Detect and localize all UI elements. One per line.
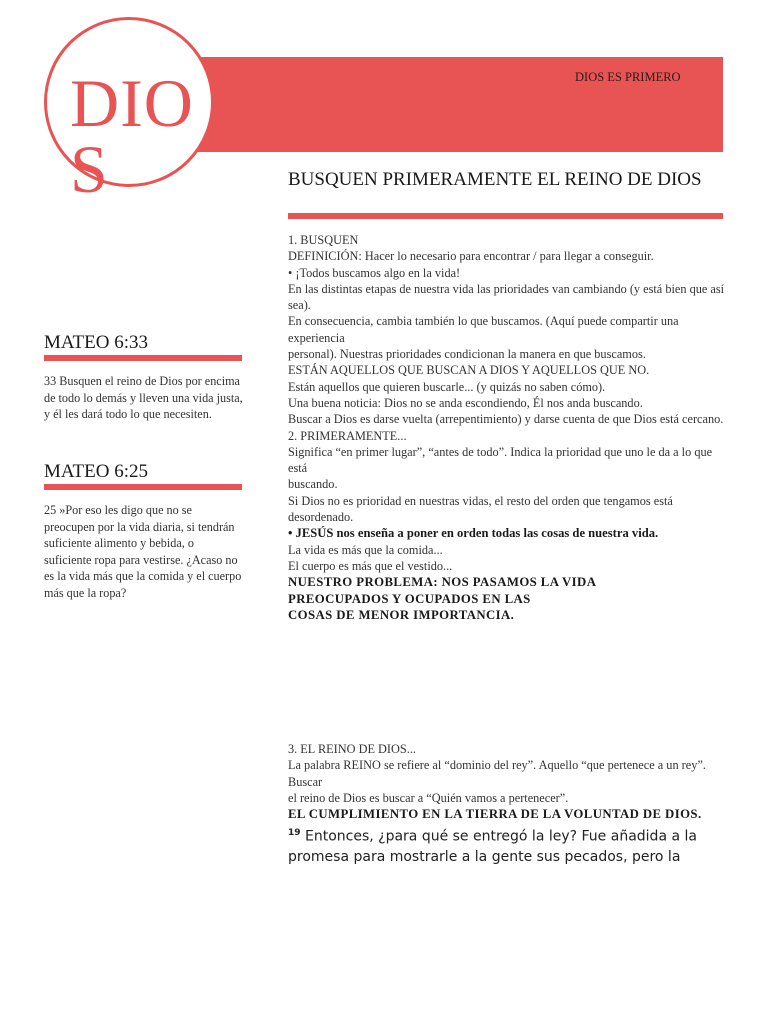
body-line: En consecuencia, cambia también lo que buscamos. (Aquí puede compartir una experiencia	[288, 314, 679, 345]
body-line: En las distintas etapas de nuestra vida las prioridades van cambiando (y está bien que así sea).	[288, 281, 725, 313]
body-line: Están aquellos que quieren buscarle... (y quizás no saben cómo).	[288, 379, 606, 394]
body-line: • ¡Todos buscamos algo en la vida!	[288, 265, 461, 280]
sidebar-heading-mateo-6-25: MATEO 6:25	[44, 461, 148, 482]
body-line: Significa “en primer lugar”, “antes de todo”. Indica la prioridad que uno le da a lo que está	[288, 444, 713, 476]
body-line: Una buena noticia: Dios no se anda escondiendo, Él nos anda buscando.	[288, 395, 643, 410]
body-bold-line: • JESÚS nos enseña a poner en orden todas las cosas de nuestra vida.	[288, 526, 659, 541]
body-line: buscando.	[288, 477, 338, 492]
body-section-3	[288, 741, 728, 868]
verse-text: Entonces, ¿para qué se entregó la ley? Fue añadida a la promesa para mostrarle a la gente sus pecados, pero la	[288, 828, 697, 866]
body-bold-caps: EL CUMPLIMIENTO EN LA TIERRA DE LA VOLUNTAD DE DIOS.	[288, 807, 702, 822]
body-line: La vida es más que la comida...	[288, 542, 443, 557]
body-line: el reino de Dios es buscar a “Quién vamos a pertenecer”.	[288, 790, 569, 805]
body-line: El cuerpo es más que el vestido...	[288, 558, 453, 573]
body-line: personal). Nuestras prioridades condicionan la manera en que buscamos.	[288, 347, 646, 362]
sidebar-rule	[44, 355, 242, 361]
sidebar-rule	[44, 484, 242, 490]
body-line: 3. EL REINO DE DIOS...	[288, 742, 416, 756]
body-line: Si Dios no es prioridad en nuestras vidas, el resto del orden que tengamos está desordenado.	[288, 493, 673, 525]
body-line: 1. BUSQUEN	[288, 233, 359, 247]
body-bold-caps: PREOCUPADOS Y OCUPADOS EN LAS	[288, 591, 531, 606]
body-line: ESTÁN AQUELLOS QUE BUSCAN A DIOS Y AQUELLOS QUE NO.	[288, 363, 650, 378]
verse-paragraph	[288, 823, 728, 869]
sidebar-verse-6-33: 33 Busquen el reino de Dios por encima de todo lo demás y lleven una vida justa, y él les dará todo lo que necesiten.	[44, 374, 243, 421]
header-label: DIOS ES PRIMERO	[575, 70, 681, 84]
body-line: Buscar a Dios es darse vuelta (arrepentimiento) y darse cuenta de que Dios está cercano.	[288, 412, 724, 427]
verse-number: 19	[288, 827, 301, 838]
sidebar-heading-mateo-6-33: MATEO 6:33	[44, 332, 148, 353]
body-bold-caps: COSAS DE MENOR IMPORTANCIA.	[288, 608, 515, 623]
sidebar-verse-6-25: 25 »Por eso les digo que no se preocupen por la vida diaria, si tendrán suficiente alimento y bebida, o suficiente ropa para vestirse. ¿Acaso no es la vida más que la comida y el cuerpo más que la ropa?	[44, 503, 242, 600]
body-line: DEFINICIÓN: Hacer lo necesario para encontrar / para llegar a conseguir.	[288, 249, 654, 264]
body-bold-caps: NUESTRO PROBLEMA: NOS PASAMOS LA VIDA	[288, 575, 597, 590]
body-section-1	[288, 232, 728, 624]
logo-text: DIOS	[70, 65, 194, 207]
body-line: La palabra REINO se refiere al “dominio del rey”. Aquello “que pertenece a un rey”. Buscar	[288, 758, 706, 789]
title-rule	[288, 213, 723, 219]
body-line: 2. PRIMERAMENTE...	[288, 428, 407, 443]
page-title: BUSQUEN PRIMERAMENTE EL REINO DE DIOS	[288, 169, 702, 190]
